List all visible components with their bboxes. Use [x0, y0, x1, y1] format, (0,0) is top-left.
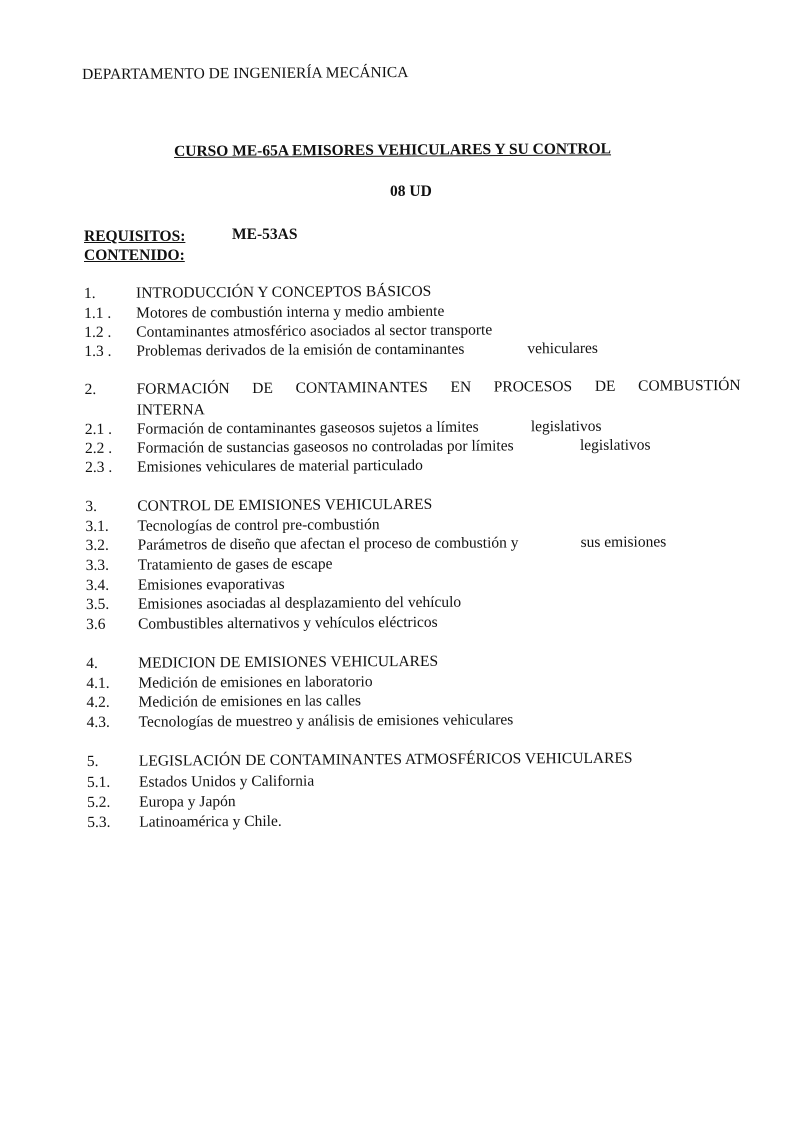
item-text: Europa y Japón [139, 793, 236, 811]
item-text: Estados Unidos y California [138, 772, 315, 791]
section-heading [86, 749, 767, 770]
section-title-word: FORMACIÓN [136, 380, 230, 398]
item-number: 1.1 . [84, 304, 112, 322]
item-text: Medición de emisiones en laboratorio [138, 673, 373, 692]
section-title: CONTROL DE EMISIONES VEHICULARES [137, 495, 433, 515]
department-heading: DEPARTAMENTO DE INGENIERÍA MECÁNICA [82, 64, 409, 83]
item-text: Tecnologías de control pre-combustión [137, 516, 380, 535]
section-heading [85, 494, 765, 515]
item-text-continuation: legislativos [530, 417, 602, 436]
item-text-continuation: legislativos [579, 436, 651, 454]
item-number: 3.2. [85, 536, 109, 554]
item-number: 2.1 . [84, 420, 113, 438]
item-text: Problemas derivados de la emisión de contaminantes [136, 340, 465, 360]
section-number: 1. [83, 284, 96, 302]
course-title: CURSO ME-65A EMISORES VEHICULARES Y SU CONTROL [174, 140, 612, 160]
item-number: 3.6 [85, 615, 106, 633]
item-text: Formación de contaminantes gaseosos sujetos a límites [136, 418, 479, 438]
course-units: 08 UD [390, 183, 432, 200]
section-number: 4. [86, 654, 98, 672]
section-title-word: DE [252, 379, 273, 397]
item-text: Motores de combustión interna y medio ambiente [136, 302, 445, 322]
content-label: CONTENIDO: [84, 247, 185, 264]
item-number: 3.3. [85, 556, 109, 574]
section-title-word: CONTAMINANTES [295, 378, 428, 397]
section-title-word: DE [594, 377, 616, 395]
item-number: 3.5. [85, 595, 110, 613]
section-title-word: EN [450, 378, 472, 396]
section-number: 5. [86, 752, 99, 770]
item-number: 3.1. [85, 517, 109, 535]
section-heading [86, 651, 766, 672]
item-number: 4.1. [86, 674, 110, 692]
item-number: 5.2. [87, 793, 111, 811]
item-text: Emisiones evaporativas [137, 575, 285, 594]
requirements-value: ME-53AS [232, 226, 298, 243]
item-text-continuation: sus emisiones [580, 533, 667, 551]
item-text: Tratamiento de gases de escape [137, 555, 333, 574]
item-number: 2.2 . [84, 439, 113, 457]
item-text: Latinoamérica y Chile. [139, 812, 282, 831]
item-text-continuation: vehiculares [527, 339, 598, 358]
section-number: 2. [84, 380, 97, 398]
section-title: INTRODUCCIÓN Y CONCEPTOS BÁSICOS [135, 282, 432, 302]
section-number: 3. [85, 497, 97, 515]
section-title-word: PROCESOS [493, 378, 573, 396]
section-title [137, 377, 741, 399]
section-title-line2: INTERNA [136, 401, 205, 419]
section-heading [83, 281, 764, 302]
item-text: Emisiones asociadas al desplazamiento del vehículo [137, 593, 462, 613]
item-text: Formación de sustancias gaseosos no controladas por límites [136, 437, 514, 457]
item-number: 1.3 . [84, 342, 112, 360]
item-text: Combustibles alternativos y vehículos eléctricos [137, 613, 438, 633]
section-title: LEGISLACIÓN DE CONTAMINANTES ATMOSFÉRICOS VEHICULARES [138, 749, 633, 770]
section-title: MEDICION DE EMISIONES VEHICULARES [138, 652, 439, 672]
item-text: Parámetros de diseño que afectan el proceso de combustión y [137, 534, 519, 554]
item-number: 5.1. [86, 773, 111, 791]
item-text: Contaminantes atmosférico asociados al sector transporte [136, 321, 493, 341]
item-number: 5.3. [87, 813, 111, 831]
item-number: 2.3 . [85, 458, 113, 476]
requirements-label: REQUISITOS: [84, 228, 186, 245]
item-number: 4.3. [86, 713, 110, 731]
item-number: 1.2 . [84, 323, 112, 341]
item-text: Emisiones vehiculares de material particulado [137, 456, 423, 476]
item-number: 3.4. [85, 576, 110, 594]
item-number: 4.2. [86, 693, 110, 711]
item-text: Tecnologías de muestreo y análisis de emisiones vehiculares [138, 711, 514, 731]
section-title-word: COMBUSTIÓN [638, 376, 741, 395]
item-text: Medición de emisiones en las calles [138, 692, 362, 711]
section-heading [84, 376, 765, 398]
